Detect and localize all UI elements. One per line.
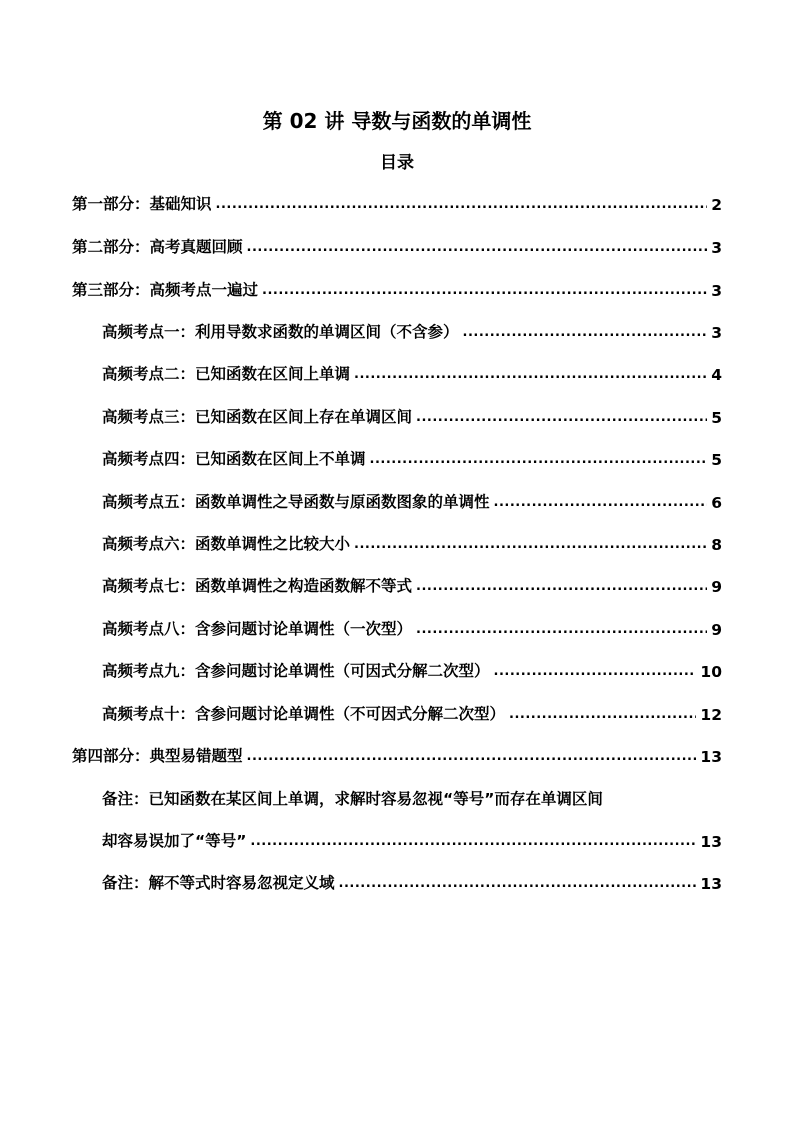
toc-entry-topic-3[interactable] (102, 403, 722, 427)
toc-entry-topic-8[interactable] (102, 615, 722, 639)
dot-leader (247, 742, 697, 766)
toc-entry-page: 12 (700, 706, 722, 724)
toc-entry-topic-1[interactable] (102, 318, 722, 342)
dot-leader (494, 657, 697, 681)
toc-entry-page: 3 (711, 239, 722, 257)
toc-entry-label: 高频考点二：已知函数在区间上单调 (102, 365, 351, 383)
toc-entry-label: 高频考点七：函数单调性之构造函数解不等式 (102, 577, 413, 595)
toc-entry-topic-5[interactable] (102, 488, 722, 512)
toc-entry-page: 9 (711, 621, 722, 639)
toc-entry-page: 10 (700, 663, 722, 681)
toc-entry-page: 2 (711, 196, 722, 214)
toc-entry-page: 3 (711, 324, 722, 342)
toc-entry-topic-2[interactable] (102, 360, 722, 384)
toc-entry-topic-9[interactable] (102, 657, 722, 681)
toc-entry-part-2[interactable] (72, 233, 722, 257)
toc-entry-label: 高频考点五：函数单调性之导函数与原函数图象的单调性 (102, 493, 490, 511)
toc-entry-label: 高频考点十：含参问题讨论单调性（不可因式分解二次型） (102, 705, 506, 723)
toc-entry-note-1-line-2[interactable] (102, 827, 722, 851)
dot-leader (416, 572, 707, 596)
dot-leader (247, 233, 708, 257)
toc-entry-part-4[interactable] (72, 742, 722, 766)
toc-entry-page: 5 (711, 451, 722, 469)
toc-entry-topic-10[interactable] (102, 700, 722, 724)
toc-entry-label: 高频考点三：已知函数在区间上存在单调区间 (102, 408, 413, 426)
toc-entry-topic-7[interactable] (102, 572, 722, 596)
toc-entry-topic-6[interactable] (102, 530, 722, 554)
dot-leader (250, 827, 696, 851)
toc-entry-label: 第一部分：基础知识 (72, 195, 212, 213)
toc-entry-label: 高频考点八：含参问题讨论单调性（一次型） (102, 620, 413, 638)
toc-entry-page: 13 (700, 748, 722, 766)
toc-entry-label: 高频考点六：函数单调性之比较大小 (102, 535, 351, 553)
toc-entry-label: 第三部分：高频考点一遍过 (72, 281, 259, 299)
toc-entry-label: 高频考点九：含参问题讨论单调性（可因式分解二次型） (102, 662, 490, 680)
toc-entry-topic-4[interactable] (102, 445, 722, 469)
dot-leader (494, 488, 708, 512)
dot-leader (354, 360, 707, 384)
dot-leader (370, 445, 708, 469)
dot-leader (416, 403, 707, 427)
toc-entry-page: 6 (711, 494, 722, 512)
toc-heading: 目录 (380, 153, 414, 173)
toc-entry-note-2[interactable] (102, 869, 722, 893)
toc-entry-label: 第四部分：典型易错题型 (72, 747, 243, 765)
toc-entry-page: 4 (711, 366, 722, 384)
toc-entry-part-3[interactable] (72, 276, 722, 300)
dot-leader (339, 869, 697, 893)
toc-entry-label: 高频考点一：利用导数求函数的单调区间（不含参） (102, 323, 459, 341)
toc-entry-part-1[interactable] (72, 190, 722, 214)
toc-entry-page: 13 (700, 875, 722, 893)
dot-leader (262, 276, 707, 300)
toc-entry-label: 却容易误加了“等号” (102, 832, 247, 850)
dot-leader (463, 318, 708, 342)
document-title: 第 02 讲 导数与函数的单调性 (262, 109, 532, 133)
toc-entry-label: 高频考点四：已知函数在区间上不单调 (102, 450, 366, 468)
dot-leader (509, 700, 696, 724)
toc-entry-label: 备注：已知函数在某区间上单调，求解时容易忽视“等号”而存在单调区间 (102, 790, 603, 808)
dot-leader (216, 190, 708, 214)
dot-leader (416, 615, 707, 639)
toc-entry-page: 3 (711, 282, 722, 300)
toc-entry-note-1-line-1[interactable] (102, 785, 722, 809)
toc-entry-label: 第二部分：高考真题回顾 (72, 238, 243, 256)
toc-entry-page: 8 (711, 536, 722, 554)
toc-entry-page: 5 (711, 409, 722, 427)
toc-entry-page: 13 (700, 833, 722, 851)
toc-entry-page: 9 (711, 578, 722, 596)
dot-leader (354, 530, 707, 554)
toc-entry-label: 备注：解不等式时容易忽视定义域 (102, 874, 335, 892)
